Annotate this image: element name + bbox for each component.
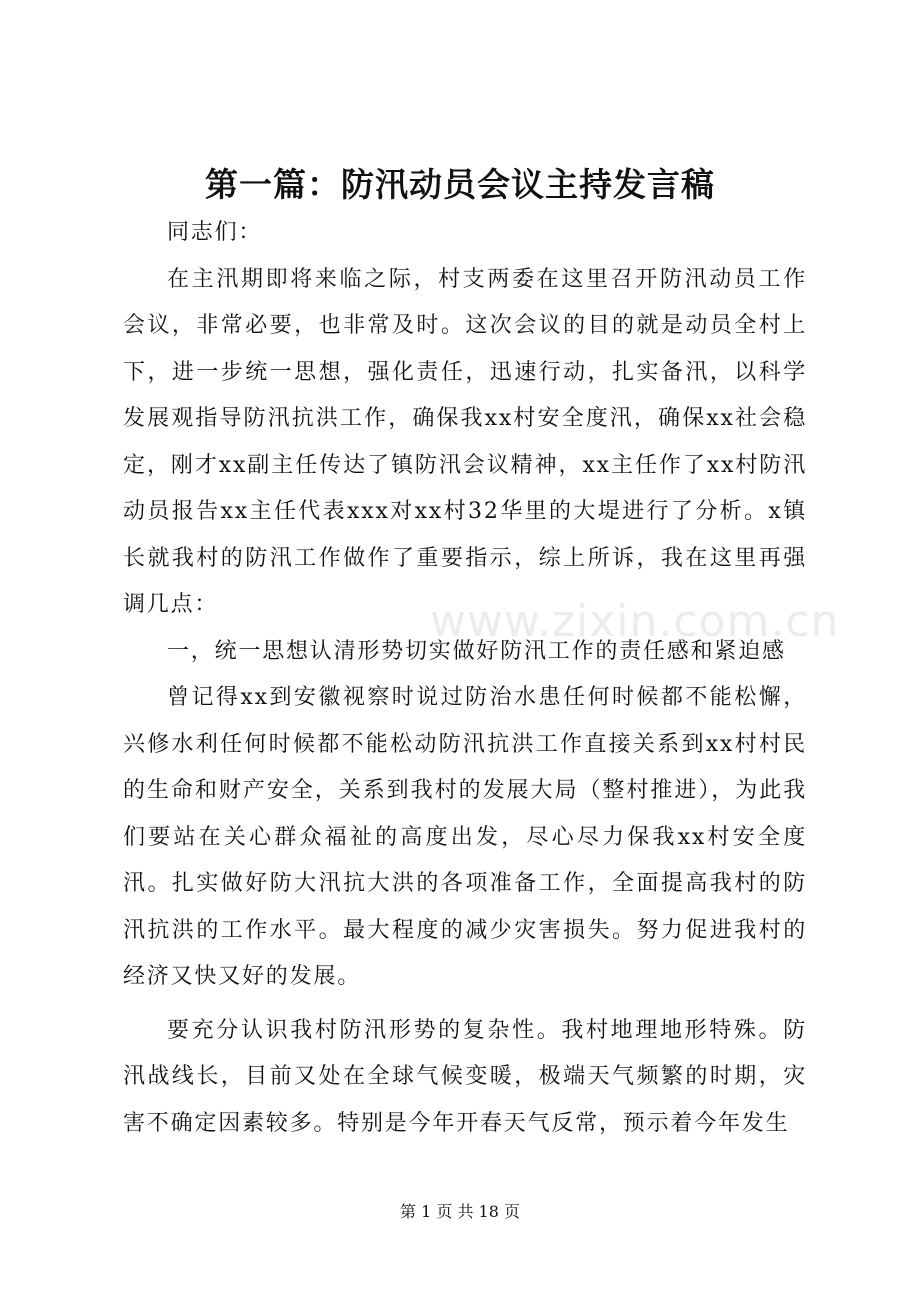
body-paragraph: 要充分认识我村防汛形势的复杂性。我村地理地形特殊。防汛战线长，目前又处在全球气候变暖，极端天气频繁的时期，灾害不确定因素较多。特别是今年开春天气反常，预示着今年发生 [123, 1017, 807, 1136]
section-heading: 一，统一思想认清形势切实做好防汛工作的责任感和紧迫感 [167, 638, 786, 664]
page-footer: 第 1 页 共 18 页 [400, 1202, 520, 1221]
page-title: 第一篇：防汛动员会议主持发言稿 [205, 165, 715, 204]
watermark: www.zixin.com.cn [430, 596, 840, 647]
body-paragraph: 曾记得xx到安徽视察时说过防治水患任何时候都不能松懈，兴修水利任何时候都不能松动防汛抗洪工作直接关系到xx村村民的生命和财产安全，关系到我村的发展大局（整村推进），为此我们要站在关心群众福祉的高度出发，尽心尽力保我xx村安全度汛。扎实做好防大汛抗大洪的各项准备工作，全面提高我村的防汛抗洪的工作水平。最大程度的减少灾害损失。努力促进我村的经济又快又好的发展。 [123, 685, 807, 989]
greeting-paragraph: 同志们： [167, 220, 263, 245]
document-body [123, 210, 807, 1147]
body-paragraph: 在主汛期即将来临之际，村支两委在这里召开防汛动员工作会议，非常必要，也非常及时。这次会议的目的就是动员全村上下，进一步统一思想，强化责任，迅速行动，扎实备汛，以科学发展观指导防汛抗洪工作，确保我xx村安全度汛，确保xx社会稳定，刚才xx副主任传达了镇防汛会议精神，xx主任作了xx村防汛动员报告xx主任代表xxx对xx村32华里的大堤进行了分析。x镇长就我村的防汛工作做作了重要指示，综上所诉，我在这里再强调几点： [123, 266, 807, 617]
